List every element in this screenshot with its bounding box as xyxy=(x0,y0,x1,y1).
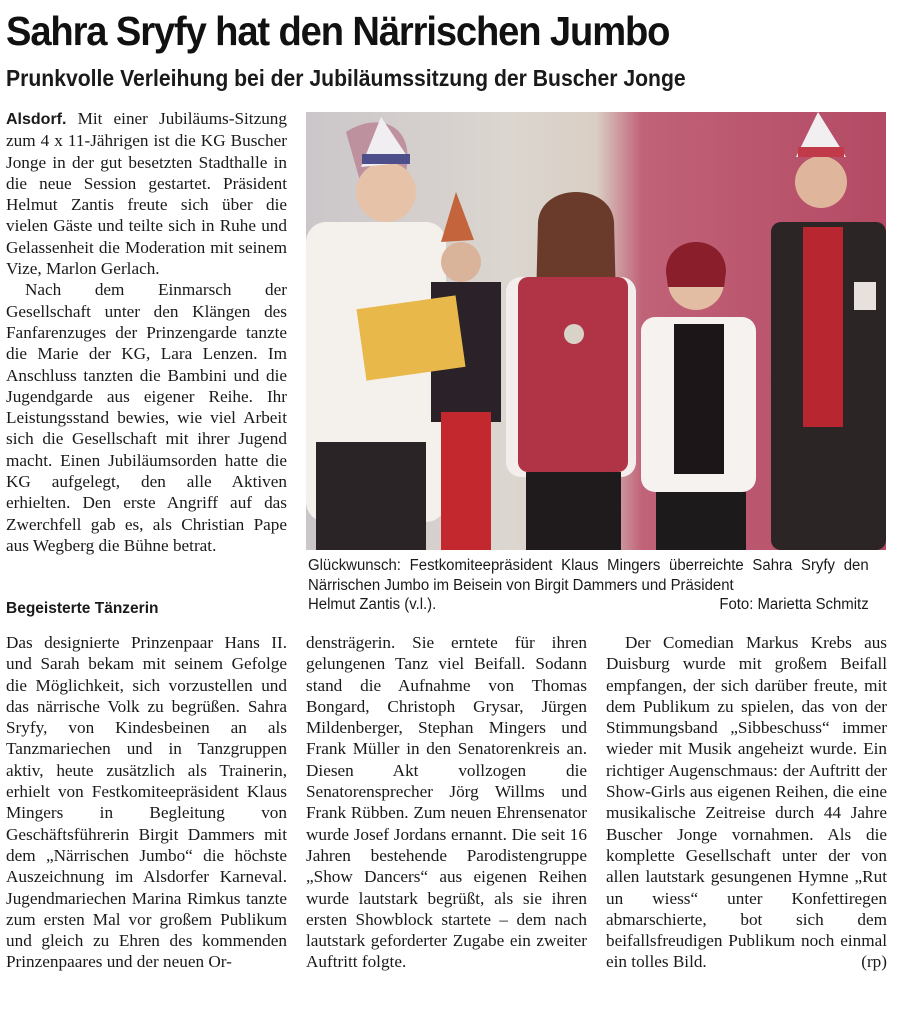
photo-illustration xyxy=(306,112,886,550)
paragraph-5-text: Der Comedian Markus Krebs aus Duisburg wurde mit großem Beifall empfangen, der sich darüber freute, mit dem Publikum zu spielen, das von der Stimmungsband „Sibbeschuss“ immer wieder mit Musik angeheizt wurde. Ein richtiger Augenschmaus: der Auftritt der Show-Girls aus eigenen Reihen, die eine musikalische Zeitreise durch 44 Jahre Buscher Jonge vornahmen. Als die komplette Gesellschaft unter der von allen lautstark gesungenen Hymne „Rut un wiess“ unter Konfettiregen abmarschierte, bot sich dem beifallsfreudigen Publikum noch einmal ein tolles Bild. xyxy=(606,633,887,972)
column-1-upper xyxy=(6,108,287,556)
caption-text: Glückwunsch: Festkomiteepräsident Klaus Mingers überreichte Sahra Sryfy den Närrischen Jumbo im Beisein von Birgit Dammers und Präsident xyxy=(308,557,869,594)
subhead xyxy=(6,62,686,94)
paragraph-intro-text: Mit einer Jubiläums-Sitzung zum 4 x 11-Jährigen ist die KG Buscher Jonge in der gut besetzten Stadthalle in die neue Session gestartet. Präsident Helmut Zantis freute sich über die vielen Gäste und teilte sich in Ruhe und Gelassenheit die Moderation mit seinem Vize, Marlon Gerlach. xyxy=(6,109,287,279)
section-subheading: Begeisterte Tänzerin xyxy=(6,600,159,617)
headline: Sahra Sryfy hat den Närrischen Jumbo xyxy=(6,8,670,54)
author-signature: (rp) xyxy=(861,952,887,972)
caption-people: Helmut Zantis (v.l.). xyxy=(308,596,437,613)
dateline: Alsdorf. xyxy=(6,111,67,128)
paragraph-intro xyxy=(6,108,287,279)
subhead-tail: der Buscher Jonge xyxy=(488,65,686,91)
photo-credit: Foto: Marietta Schmitz xyxy=(719,596,869,613)
paragraph-4: densträgerin. Sie erntete für ihren gelungenen Tanz viel Beifall. Sodann stand die Aufnahme von Thomas Bongard, Christoph Grysar, Jürgen Mildenberger, Stephan Mingers und Frank Müller in den Senatorenkreis an. Diesen Akt vollzogen die Senatorensprecher Jörg Willms und Frank Rübben. Zum neuen Ehrensenator wurde Josef Jordans ernannt. Die seit 16 Jahren bestehende Parodistengruppe „Show Dancers“ aus eigenen Reihen wurde lautstark begrüßt, als sie ihren ersten Showblock startete – dem nach lautstark geforderter Zugabe ein zweiter Auftritt folgte. xyxy=(306,633,587,972)
paragraph-3: Das designierte Prinzenpaar Hans II. und Sarah bekam mit seinem Gefolge die Möglichkeit, sich vorzustellen und das närrische Volk zu begrüßen. Sahra Sryfy, von Kindesbeinen an als Tanzmariechen und in Tanzgruppen aktiv, heute zusätzlich als Trainerin, erhielt von Festkomiteepräsident Klaus Mingers in Begleitung von Geschäftsführerin Birgit Dammers mit dem „Närrischen Jumbo“ die höchste Auszeichnung im Alsdorfer Karneval. Jugendmariechen Marina Rimkus tanzte zum ersten Mal vor großem Publikum und gleich zu Ehren des kommenden Prinzenpaares und der neuen Or- xyxy=(6,633,287,972)
column-3-lower xyxy=(606,632,887,973)
photo-caption xyxy=(308,556,869,615)
column-1-lower xyxy=(6,632,287,973)
subhead-bold: Jubiläumssitzung xyxy=(309,65,489,91)
paragraph-2: Nach dem Einmarsch der Gesellschaft unter den Klängen des Fanfarenzuges der Prinzengarde tanzte die Marie der KG, Lara Lenzen. Im Anschluss tanzten die Bambini und die Jugendgarde aus eigener Reihe. Ihr Leistungsstand bewies, wie viel Arbeit sich die Gesellschaft mit ihrer Jugend macht. Einen Jubiläumsorden hatte die KG aufgelegt, den alle Aktiven erhielten. Den erste Angriff auf das Zwerchfell gab es, als Christian Pape aus Wegberg die Bühne betrat. xyxy=(6,280,287,555)
subhead-lead: Prunkvolle Verleihung bei der xyxy=(6,65,310,91)
paragraph-5 xyxy=(606,632,887,973)
column-2-lower xyxy=(306,632,587,973)
article-photo xyxy=(306,112,886,550)
caption-last-line xyxy=(308,595,869,615)
